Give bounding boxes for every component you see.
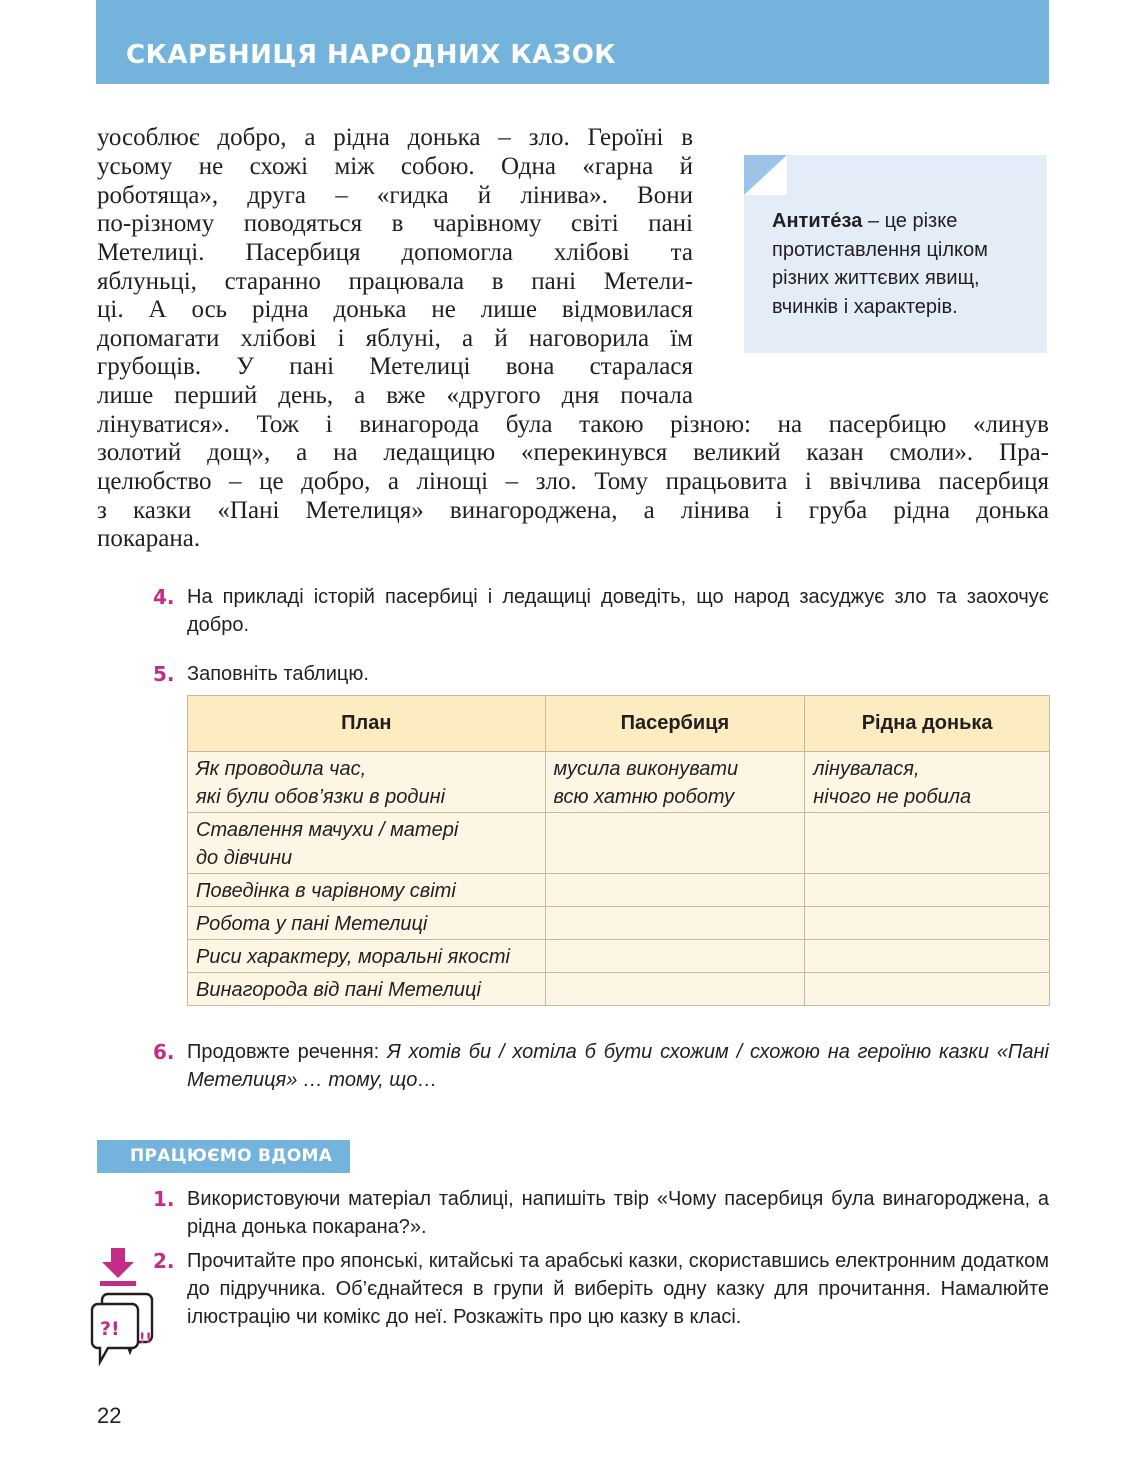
table-row — [188, 940, 1050, 973]
body-line: целюбство – це добро, а лінощі – зло. Тому працьовита і ввічлива пасербиця — [97, 468, 1049, 495]
task-lead: Продовжте речення: — [187, 1041, 388, 1063]
cell-line: всю хатню роботу — [553, 786, 735, 808]
task-text: Використовуючи матеріал таблиці, напишіть твір «Чому пасербиця була винагороджена, а рідна донька покарана?». — [187, 1188, 1049, 1238]
column-header-daughter: Рідна донька — [805, 696, 1050, 752]
table-row — [188, 907, 1050, 940]
body-line: усьому не схожі між собою. Одна «гарна й — [97, 153, 693, 180]
plan-cell — [188, 813, 546, 874]
task-6 — [153, 1038, 1049, 1094]
task-number: 5. — [153, 662, 175, 686]
note-fold — [744, 155, 787, 195]
task-text: Заповніть таблицю. — [187, 663, 369, 685]
comic-text-right: !! — [139, 1331, 152, 1347]
cell-line: нічого не робила — [813, 786, 972, 808]
task-number: 6. — [153, 1040, 175, 1064]
homework-task-1 — [153, 1185, 1049, 1241]
table-row — [188, 874, 1050, 907]
cell-line: лінувалася, — [813, 758, 920, 780]
definition-text — [772, 207, 1037, 321]
comic-text-left: ?! — [100, 1318, 120, 1340]
body-line: лише перший день, а вже «другого дня почала — [97, 382, 693, 409]
daughter-cell[interactable] — [805, 907, 1050, 940]
download-arrow-icon[interactable] — [98, 1246, 140, 1290]
plan-cell: Поведінка в чарівному світі — [188, 874, 546, 907]
plan-cell: Риси характеру, моральні якості — [188, 940, 546, 973]
task-number: 4. — [153, 585, 175, 609]
body-line: покарана. — [97, 525, 201, 552]
daughter-cell[interactable] — [805, 813, 1050, 874]
stepdaughter-cell[interactable] — [545, 813, 805, 874]
plan-cell: Робота у пані Метелиці — [188, 907, 546, 940]
comic-speech-bubbles-icon — [86, 1290, 158, 1370]
table-row — [188, 813, 1050, 874]
daughter-cell[interactable] — [805, 973, 1050, 1006]
cell-line: які були обов’язки в родині — [196, 786, 446, 808]
task-sentence: Я хотів би / хотіла б бути схожим / схожою на героїню казки «Пані Метелиця» … тому, що… — [187, 1041, 1050, 1091]
body-line: золотий дощ», а на ледащицю «перекинувся великий казан смоли». Пра- — [97, 439, 1049, 466]
body-line: ці. А ось рідна донька не лише відмовилася — [97, 296, 693, 323]
body-line: уособлює добро, а рідна донька – зло. Героїні в — [97, 124, 693, 151]
table-row — [188, 752, 1050, 813]
task-text — [187, 1038, 1049, 1094]
cell-line: до дівчини — [196, 847, 293, 869]
task-5 — [153, 660, 1049, 688]
stepdaughter-cell[interactable] — [545, 973, 805, 1006]
task-number: 2. — [153, 1249, 175, 1273]
table-header-row — [188, 696, 1050, 752]
stepdaughter-cell[interactable] — [545, 940, 805, 973]
task-4 — [153, 583, 1049, 639]
stepdaughter-cell[interactable] — [545, 907, 805, 940]
definition-body: – це різке протиставлення цілком різних життєвих явищ, вчинків і характерів. — [772, 210, 988, 318]
daughter-cell — [805, 752, 1050, 813]
body-line: роботяща», друга – «гидка й лінива». Вони — [97, 182, 693, 209]
body-line: допомагати хлібові і яблуні, а й наговорила їм — [97, 325, 693, 352]
stepdaughter-cell — [545, 752, 805, 813]
column-header-stepdaughter: Пасербиця — [545, 696, 805, 752]
definition-term: Антите́за — [772, 210, 863, 232]
daughter-cell[interactable] — [805, 940, 1050, 973]
daughter-cell[interactable] — [805, 874, 1050, 907]
body-line: грубощів. У пані Метелиці вона старалася — [97, 353, 693, 380]
homework-task-2 — [153, 1247, 1049, 1331]
plan-cell — [188, 752, 546, 813]
body-line: по-різному поводяться в чарівному світі пані — [97, 210, 693, 237]
task-number: 1. — [153, 1187, 175, 1211]
body-line: лінуватися». Тож і винагорода була такою різною: на пасербицю «линув — [97, 411, 1049, 438]
comparison-table — [187, 695, 1050, 1006]
plan-cell: Винагорода від пані Метелиці — [188, 973, 546, 1006]
column-header-plan: План — [188, 696, 546, 752]
stepdaughter-cell[interactable] — [545, 874, 805, 907]
body-line: Метелиці. Пасербиця допомогла хлібові та — [97, 239, 693, 266]
cell-line: Ставлення мачухи / матері — [196, 819, 459, 841]
cell-line: Як проводила час, — [196, 758, 367, 780]
body-line: яблуньці, старанно працювала в пані Метели- — [97, 268, 693, 295]
cell-line: мусила виконувати — [553, 758, 739, 780]
header-title: СКАРБНИЦЯ НАРОДНИХ КАЗОК — [126, 40, 617, 70]
table-row — [188, 973, 1050, 1006]
page-number: 22 — [97, 1403, 122, 1428]
task-text: На прикладі історій пасербиці і ледащиці доведіть, що народ засуджує зло та заохочує добро. — [187, 586, 1049, 636]
homework-section-label: ПРАЦЮЄМО ВДОМА — [130, 1146, 333, 1166]
task-text: Прочитайте про японські, китайські та арабські казки, скориставшись електронним додатком до підручника. Об’єднайтеся в групи й виберіть одну казку для прочитання. Намалюйте ілюстрацію чи комікс до неї. Розкажіть про цю казку в класі. — [187, 1250, 1049, 1328]
body-line: з казки «Пані Метелиця» винагороджена, а лінива і груба рідна донька — [97, 497, 1049, 524]
